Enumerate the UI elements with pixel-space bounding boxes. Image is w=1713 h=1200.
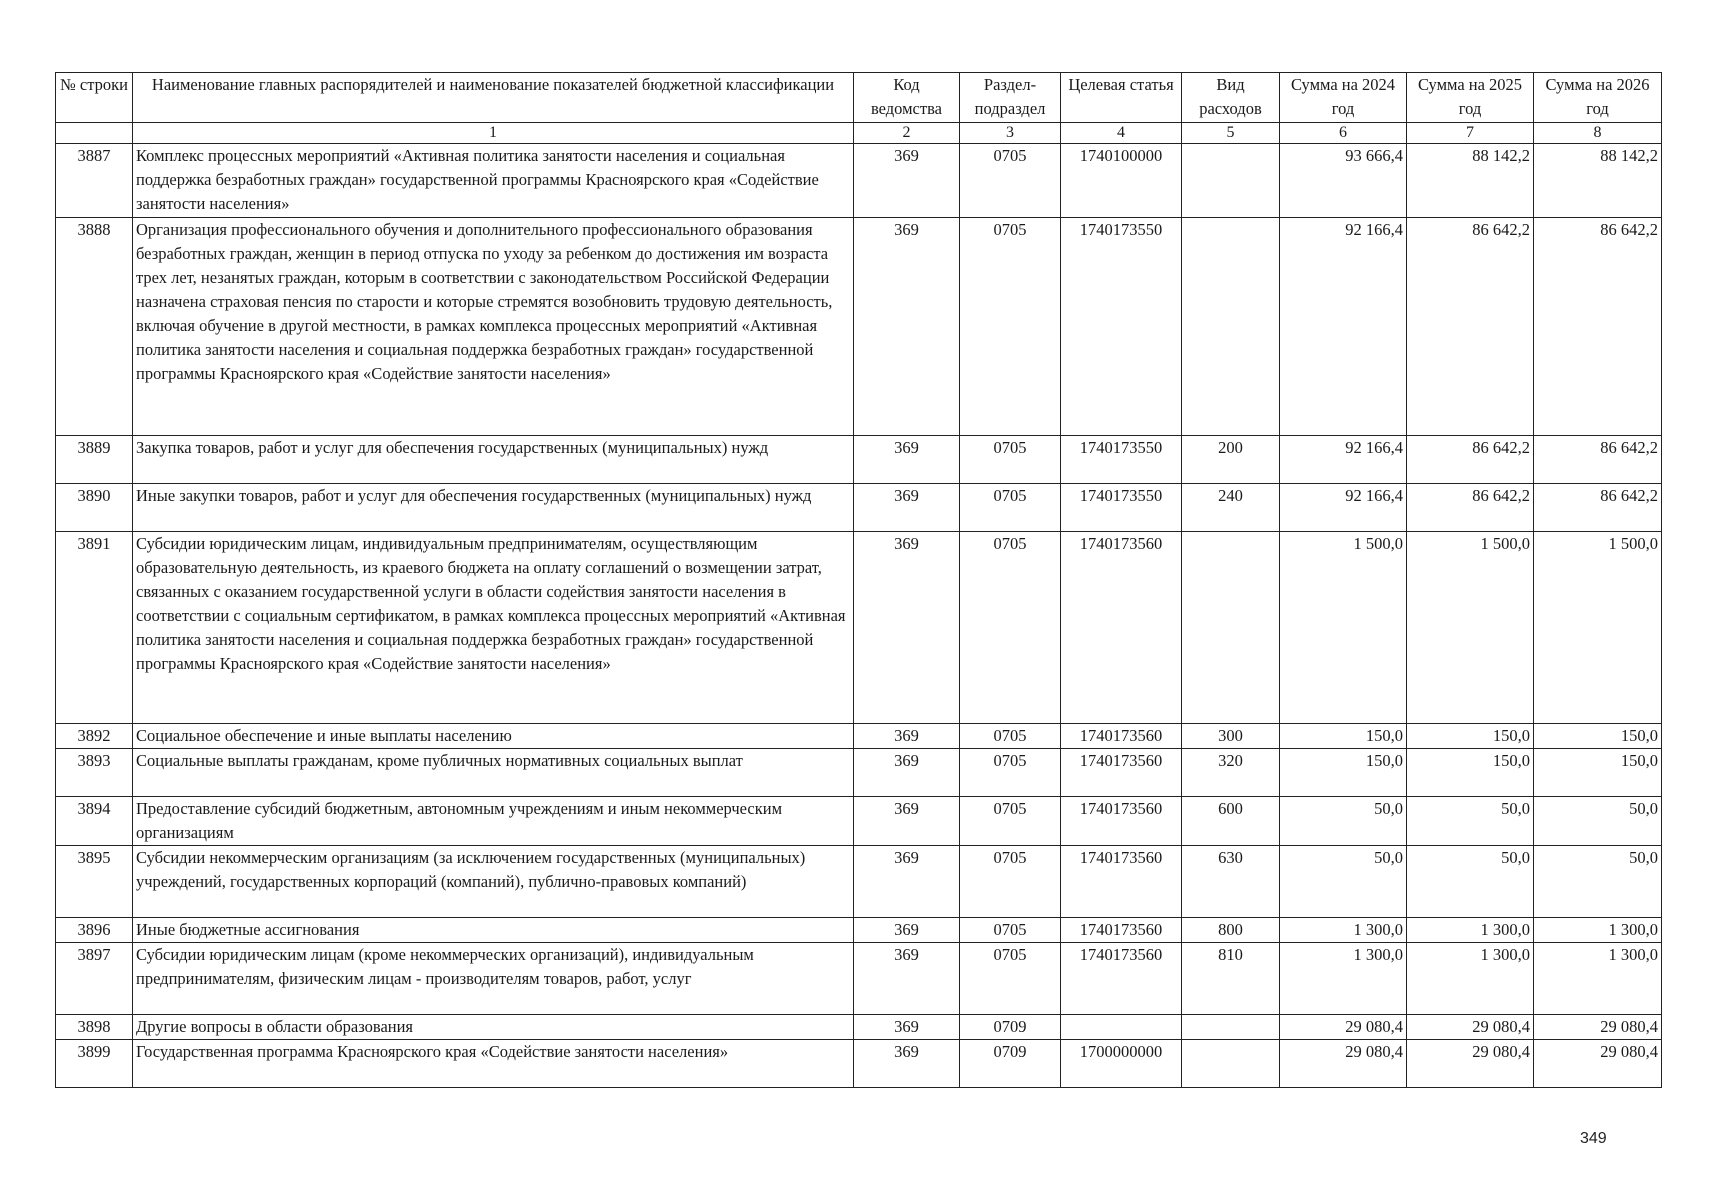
row-sum-2024: 1 300,0 — [1280, 943, 1407, 1015]
row-number: 3890 — [56, 484, 133, 532]
row-target: 1740173560 — [1061, 532, 1182, 724]
row-dept-code: 369 — [854, 797, 960, 846]
column-number: 4 — [1061, 123, 1182, 144]
row-target: 1740173560 — [1061, 943, 1182, 1015]
column-number: 1 — [133, 123, 854, 144]
row-dept-code: 369 — [854, 1015, 960, 1040]
row-name: Социальные выплаты гражданам, кроме публичных нормативных социальных выплат — [133, 749, 854, 797]
column-number: 3 — [960, 123, 1061, 144]
row-dept-code: 369 — [854, 943, 960, 1015]
row-sum-2026: 1 300,0 — [1534, 943, 1662, 1015]
row-number: 3891 — [56, 532, 133, 724]
row-sum-2025: 1 300,0 — [1407, 943, 1534, 1015]
row-number: 3889 — [56, 436, 133, 484]
column-number-row — [56, 123, 1662, 144]
row-target: 1740100000 — [1061, 144, 1182, 218]
row-sum-2025: 29 080,4 — [1407, 1040, 1534, 1088]
row-section: 0709 — [960, 1015, 1061, 1040]
table-row — [56, 918, 1662, 943]
row-sum-2024: 1 500,0 — [1280, 532, 1407, 724]
row-section: 0705 — [960, 724, 1061, 749]
row-expense-type — [1182, 532, 1280, 724]
row-target: 1740173550 — [1061, 218, 1182, 436]
row-section: 0705 — [960, 532, 1061, 724]
row-dept-code: 369 — [854, 484, 960, 532]
row-name: Государственная программа Красноярского края «Содействие занятости населения» — [133, 1040, 854, 1088]
row-sum-2024: 92 166,4 — [1280, 436, 1407, 484]
row-number: 3888 — [56, 218, 133, 436]
row-sum-2026: 1 300,0 — [1534, 918, 1662, 943]
row-name: Субсидии юридическим лицам (кроме некоммерческих организаций), индивидуальным предпринимателям, физическим лицам - производителям товаров, работ, услуг — [133, 943, 854, 1015]
page-number: 349 — [1580, 1130, 1607, 1147]
row-sum-2026: 1 500,0 — [1534, 532, 1662, 724]
row-expense-type — [1182, 1040, 1280, 1088]
column-number: 7 — [1407, 123, 1534, 144]
row-sum-2025: 1 500,0 — [1407, 532, 1534, 724]
row-sum-2024: 29 080,4 — [1280, 1040, 1407, 1088]
row-expense-type — [1182, 144, 1280, 218]
table-row — [56, 724, 1662, 749]
table-body — [56, 144, 1662, 1088]
row-sum-2026: 150,0 — [1534, 749, 1662, 797]
row-section: 0705 — [960, 218, 1061, 436]
row-target: 1740173550 — [1061, 484, 1182, 532]
row-sum-2026: 88 142,2 — [1534, 144, 1662, 218]
row-sum-2024: 29 080,4 — [1280, 1015, 1407, 1040]
row-sum-2024: 1 300,0 — [1280, 918, 1407, 943]
row-dept-code: 369 — [854, 724, 960, 749]
row-expense-type: 630 — [1182, 846, 1280, 918]
row-section: 0705 — [960, 749, 1061, 797]
row-expense-type: 200 — [1182, 436, 1280, 484]
row-sum-2026: 150,0 — [1534, 724, 1662, 749]
table-row — [56, 1040, 1662, 1088]
header-type: Вид расходов — [1182, 73, 1280, 123]
column-number: 6 — [1280, 123, 1407, 144]
row-name: Предоставление субсидий бюджетным, автономным учреждениям и иным некоммерческим организациям — [133, 797, 854, 846]
header-dept: Код ведомства — [854, 73, 960, 123]
row-number: 3898 — [56, 1015, 133, 1040]
row-dept-code: 369 — [854, 436, 960, 484]
row-sum-2024: 150,0 — [1280, 724, 1407, 749]
row-sum-2024: 92 166,4 — [1280, 484, 1407, 532]
row-name: Комплекс процессных мероприятий «Активная политика занятости населения и социальная поддержка безработных граждан» государственной программы Красноярского края «Содействие занятости населения» — [133, 144, 854, 218]
row-name: Организация профессионального обучения и дополнительного профессионального образования безработных граждан, женщин в период отпуска по уходу за ребенком до достижения им возраста трех лет, незанятых граждан, которым в соответствии с законодательством Российской Федерации назначена страховая пенсия по старости и которые стремятся возобновить трудовую деятельность, включая обучение в другой местности, в рамках комплекса процессных мероприятий «Активная политика занятости населения и социальная поддержка безработных граждан» государственной программы Красноярского края «Содействие занятости населения» — [133, 218, 854, 436]
row-expense-type: 240 — [1182, 484, 1280, 532]
row-sum-2025: 88 142,2 — [1407, 144, 1534, 218]
row-section: 0705 — [960, 144, 1061, 218]
row-number: 3892 — [56, 724, 133, 749]
row-number: 3895 — [56, 846, 133, 918]
row-section: 0705 — [960, 918, 1061, 943]
row-expense-type: 810 — [1182, 943, 1280, 1015]
row-sum-2026: 86 642,2 — [1534, 436, 1662, 484]
header-sum2024: Сумма на 2024 год — [1280, 73, 1407, 123]
row-sum-2026: 50,0 — [1534, 797, 1662, 846]
row-target — [1061, 1015, 1182, 1040]
row-expense-type — [1182, 1015, 1280, 1040]
row-sum-2026: 86 642,2 — [1534, 484, 1662, 532]
row-name: Субсидии некоммерческим организациям (за исключением государственных (муниципальных) учреждений, государственных корпораций (компаний), публично-правовых компаний) — [133, 846, 854, 918]
row-dept-code: 369 — [854, 918, 960, 943]
table-row — [56, 144, 1662, 218]
column-number — [56, 123, 133, 144]
row-section: 0705 — [960, 797, 1061, 846]
row-sum-2024: 92 166,4 — [1280, 218, 1407, 436]
row-sum-2025: 150,0 — [1407, 724, 1534, 749]
row-expense-type: 600 — [1182, 797, 1280, 846]
header-target: Целевая статья — [1061, 73, 1182, 123]
header-sum2025: Сумма на 2025 год — [1407, 73, 1534, 123]
row-sum-2026: 50,0 — [1534, 846, 1662, 918]
row-name: Закупка товаров, работ и услуг для обеспечения государственных (муниципальных) нужд — [133, 436, 854, 484]
header-name: Наименование главных распорядителей и наименование показателей бюджетной классификации — [133, 73, 854, 123]
row-name: Социальное обеспечение и иные выплаты населению — [133, 724, 854, 749]
row-sum-2025: 29 080,4 — [1407, 1015, 1534, 1040]
row-target: 1740173560 — [1061, 797, 1182, 846]
row-expense-type: 300 — [1182, 724, 1280, 749]
row-number: 3899 — [56, 1040, 133, 1088]
row-name: Иные закупки товаров, работ и услуг для обеспечения государственных (муниципальных) нужд — [133, 484, 854, 532]
table-row — [56, 1015, 1662, 1040]
row-dept-code: 369 — [854, 144, 960, 218]
column-number: 2 — [854, 123, 960, 144]
row-target: 1700000000 — [1061, 1040, 1182, 1088]
row-name: Иные бюджетные ассигнования — [133, 918, 854, 943]
budget-table — [55, 72, 1662, 1088]
row-section: 0705 — [960, 846, 1061, 918]
row-dept-code: 369 — [854, 846, 960, 918]
table-row — [56, 846, 1662, 918]
row-sum-2024: 50,0 — [1280, 797, 1407, 846]
row-dept-code: 369 — [854, 1040, 960, 1088]
table-row — [56, 943, 1662, 1015]
row-name: Субсидии юридическим лицам, индивидуальным предпринимателям, осуществляющим образовательную деятельность, из краевого бюджета на оплату соглашений о возмещении затрат, связанных с оказанием государственной услуги в области содействия занятости населения в соответствии с социальным сертификатом, в рамках комплекса процессных мероприятий «Активная политика занятости населения и социальная поддержка безработных граждан» государственной программы Красноярского края «Содействие занятости населения» — [133, 532, 854, 724]
table-row — [56, 484, 1662, 532]
header-num: № строки — [56, 73, 133, 123]
row-expense-type: 800 — [1182, 918, 1280, 943]
row-section: 0705 — [960, 943, 1061, 1015]
row-number: 3893 — [56, 749, 133, 797]
row-dept-code: 369 — [854, 218, 960, 436]
row-number: 3897 — [56, 943, 133, 1015]
row-sum-2026: 86 642,2 — [1534, 218, 1662, 436]
row-section: 0705 — [960, 484, 1061, 532]
row-target: 1740173560 — [1061, 918, 1182, 943]
table-row — [56, 218, 1662, 436]
row-sum-2026: 29 080,4 — [1534, 1015, 1662, 1040]
row-target: 1740173560 — [1061, 846, 1182, 918]
row-number: 3894 — [56, 797, 133, 846]
row-sum-2024: 150,0 — [1280, 749, 1407, 797]
header-row — [56, 73, 1662, 123]
column-number: 8 — [1534, 123, 1662, 144]
row-section: 0709 — [960, 1040, 1061, 1088]
row-sum-2025: 1 300,0 — [1407, 918, 1534, 943]
table-row — [56, 436, 1662, 484]
row-sum-2025: 150,0 — [1407, 749, 1534, 797]
row-sum-2026: 29 080,4 — [1534, 1040, 1662, 1088]
row-target: 1740173560 — [1061, 724, 1182, 749]
column-number: 5 — [1182, 123, 1280, 144]
table-row — [56, 532, 1662, 724]
row-dept-code: 369 — [854, 532, 960, 724]
table-row — [56, 797, 1662, 846]
row-target: 1740173550 — [1061, 436, 1182, 484]
row-name: Другие вопросы в области образования — [133, 1015, 854, 1040]
row-sum-2025: 50,0 — [1407, 846, 1534, 918]
header-sum2026: Сумма на 2026 год — [1534, 73, 1662, 123]
table-row — [56, 749, 1662, 797]
row-target: 1740173560 — [1061, 749, 1182, 797]
row-sum-2024: 50,0 — [1280, 846, 1407, 918]
header-section: Раздел-подраздел — [960, 73, 1061, 123]
row-sum-2025: 86 642,2 — [1407, 436, 1534, 484]
row-expense-type: 320 — [1182, 749, 1280, 797]
row-sum-2025: 86 642,2 — [1407, 484, 1534, 532]
row-dept-code: 369 — [854, 749, 960, 797]
row-sum-2025: 50,0 — [1407, 797, 1534, 846]
row-section: 0705 — [960, 436, 1061, 484]
row-sum-2025: 86 642,2 — [1407, 218, 1534, 436]
row-sum-2024: 93 666,4 — [1280, 144, 1407, 218]
row-number: 3896 — [56, 918, 133, 943]
row-number: 3887 — [56, 144, 133, 218]
row-expense-type — [1182, 218, 1280, 436]
